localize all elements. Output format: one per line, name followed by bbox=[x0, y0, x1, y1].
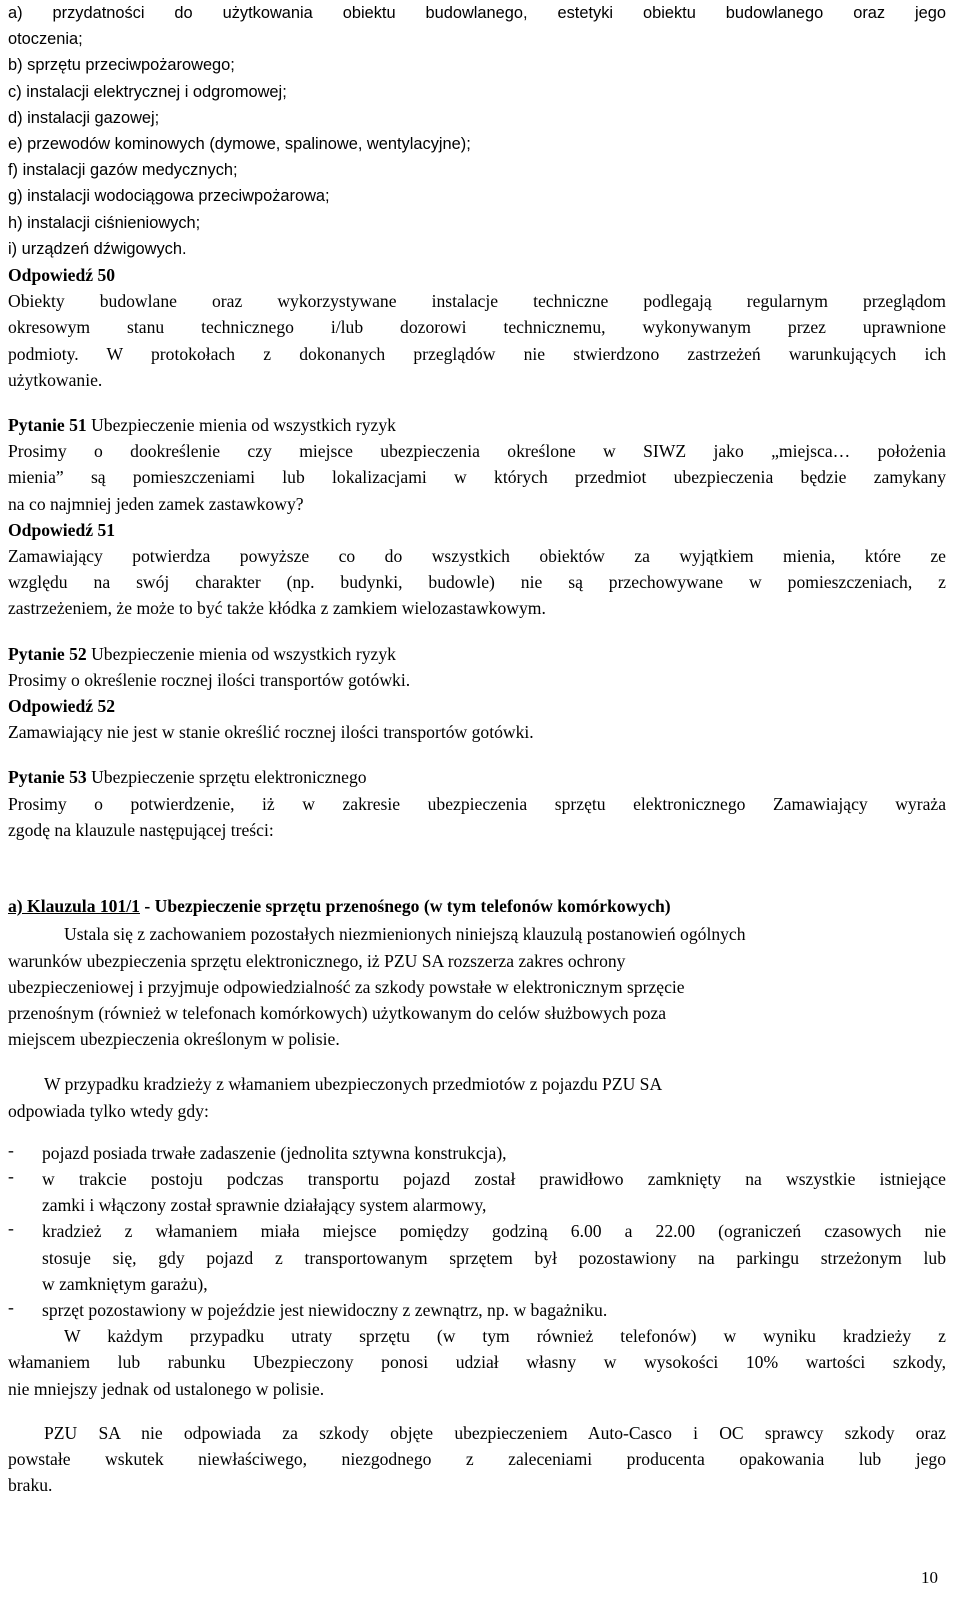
clause bbox=[8, 893, 946, 1498]
bullet-dash: - bbox=[8, 1165, 14, 1186]
question-line: Prosimy o dookreślenie czy miejsce ubezpieczenia określone w SIWZ jako „miejsca… położenia bbox=[8, 441, 946, 462]
paragraph-line: odpowiada tylko wtedy gdy: bbox=[8, 1100, 209, 1121]
bullet-line: w trakcie postoju podczas transportu pojazd został prawidłowo zamknięty na wszystkie istniejące bbox=[42, 1168, 946, 1189]
answer-line: podmioty. W protokołach z dokonanych przeglądów nie stwierdzono zastrzeżeń warunkujących ich bbox=[8, 343, 946, 364]
bullet-line: zamki i włączony został sprawnie działający system alarmowy, bbox=[42, 1195, 487, 1216]
answer-line: użytkowanie. bbox=[8, 369, 103, 390]
answer-50 bbox=[8, 262, 946, 393]
document-page bbox=[8, 0, 946, 1498]
bullet-line: sprzęt pozostawiony w pojeździe jest niewidoczny z zewnątrz, np. w bagażniku. bbox=[42, 1299, 608, 1320]
bullet-line: kradzież z włamaniem miała miejsce pomiędzy godziną 6.00 a 22.00 (ograniczeń czasowych nie bbox=[42, 1221, 946, 1242]
paragraph-line: włamaniem lub rabunku Ubezpieczony ponosi udział własny w wysokości 10% wartości szkody, bbox=[8, 1352, 946, 1373]
paragraph-line: braku. bbox=[8, 1475, 53, 1496]
paragraph-line: miejscem ubezpieczenia określonym w polisie. bbox=[8, 1029, 340, 1050]
list-item: g) instalacji wodociągowa przeciwpożarowa; bbox=[8, 187, 330, 206]
paragraph-line: Ustala się z zachowaniem pozostałych niezmienionych niniejszą klauzulą postanowień ogólnych bbox=[64, 924, 746, 945]
paragraph-line: ubezpieczeniowej i przyjmuje odpowiedzialność za szkody powstałe w elektronicznym sprzęcie bbox=[8, 976, 685, 997]
question-heading bbox=[8, 641, 946, 667]
clause-title-text: - Ubezpieczenie sprzętu przenośnego (w tym telefonów komórkowych) bbox=[139, 896, 671, 917]
question-topic: Ubezpieczenie mienia od wszystkich ryzyk bbox=[86, 643, 396, 664]
list-item: i) urządzeń dźwigowych. bbox=[8, 239, 187, 258]
answer-line: względu na swój charakter (np. budynki, budowle) nie są przechowywane w pomieszczeniach, z bbox=[8, 572, 946, 593]
question-line: mienia” są pomieszczeniami lub lokalizacjami w których przedmiot ubezpieczenia będzie zamykany bbox=[8, 467, 946, 488]
paragraph-line: przenośnym (również w telefonach komórkowych) użytkowanym do celów służbowych poza bbox=[8, 1002, 667, 1023]
question-heading bbox=[8, 764, 946, 790]
answer-heading: Odpowiedź 51 bbox=[8, 519, 116, 540]
paragraph-line: PZU SA nie odpowiada za szkody objęte ubezpieczeniem Auto-Casco i OC sprawcy szkody oraz bbox=[44, 1422, 946, 1443]
bullet-dash: - bbox=[8, 1139, 14, 1160]
bullet-dash: - bbox=[8, 1218, 14, 1239]
clause-paragraph-2 bbox=[8, 1071, 946, 1123]
question-label: Pytanie 52 bbox=[8, 643, 87, 664]
clause-paragraph-4 bbox=[8, 1420, 946, 1499]
list-item: c) instalacji elektrycznej i odgromowej; bbox=[8, 82, 287, 101]
question-53 bbox=[8, 764, 946, 843]
answer-line: okresowym stanu technicznego i/lub dozorowi technicznemu, wykonywanym przez uprawnione bbox=[8, 317, 946, 338]
clause-title bbox=[8, 893, 946, 919]
question-label: Pytanie 53 bbox=[8, 767, 87, 788]
question-topic: Ubezpieczenie mienia od wszystkich ryzyk bbox=[86, 415, 396, 436]
answer-heading: Odpowiedź 52 bbox=[8, 696, 116, 717]
list-item: a) przydatności do użytkowania obiektu budowlanego, estetyki obiektu budowlanego oraz jego bbox=[8, 4, 946, 22]
question-line: Prosimy o potwierdzenie, iż w zakresie ubezpieczenia sprzętu elektronicznego Zamawiający wyraża bbox=[8, 793, 946, 814]
question-line: Prosimy o określenie rocznej ilości transportów gotówki. bbox=[8, 669, 411, 690]
list-item bbox=[8, 1166, 946, 1218]
intro-list bbox=[8, 0, 946, 262]
list-item bbox=[8, 1297, 946, 1323]
bullet-line: w zamkniętym garażu), bbox=[42, 1273, 208, 1294]
list-item: otoczenia; bbox=[8, 30, 83, 49]
list-item: f) instalacji gazów medycznych; bbox=[8, 161, 238, 180]
answer-heading: Odpowiedź 50 bbox=[8, 265, 116, 286]
answer-line: Zamawiający nie jest w stanie określić rocznej ilości transportów gotówki. bbox=[8, 722, 534, 743]
clause-paragraph-3 bbox=[8, 1323, 946, 1402]
paragraph-line: warunków ubezpieczenia sprzętu elektronicznego, iż PZU SA rozszerza zakres ochrony bbox=[8, 950, 626, 971]
paragraph-line: nie mniejszy jednak od ustalonego w polisie. bbox=[8, 1378, 325, 1399]
clause-title-number: a) Klauzula 101/1 bbox=[8, 896, 140, 917]
list-item bbox=[8, 1140, 946, 1166]
answer-line: Zamawiający potwierdza powyższe co do wszystkich obiektów za wyjątkiem mienia, które ze bbox=[8, 546, 946, 567]
page-number: 10 bbox=[921, 1568, 938, 1587]
bullet-line: stosuje się, gdy pojazd z transportowanym sprzętem był pozostawiony na parkingu strzeżonym lub bbox=[42, 1247, 946, 1268]
bullet-dash: - bbox=[8, 1296, 14, 1317]
paragraph-line: W każdym przypadku utraty sprzętu (w tym również telefonów) w wyniku kradzieży z bbox=[64, 1326, 946, 1347]
clause-paragraph-1 bbox=[8, 921, 946, 1052]
paragraph-line: powstałe wskutek niewłaściwego, niezgodnego z zaleceniami producenta opakowania lub jego bbox=[8, 1448, 946, 1469]
question-topic: Ubezpieczenie sprzętu elektronicznego bbox=[86, 767, 367, 788]
list-item: b) sprzętu przeciwpożarowego; bbox=[8, 56, 235, 75]
list-item: e) przewodów kominowych (dymowe, spalinowe, wentylacyjne); bbox=[8, 135, 471, 154]
question-heading bbox=[8, 412, 946, 438]
question-51 bbox=[8, 412, 946, 622]
paragraph-line: W przypadku kradzieży z włamaniem ubezpieczonych przedmiotów z pojazdu PZU SA bbox=[44, 1074, 663, 1095]
question-line: zgodę na klauzule następującej treści: bbox=[8, 819, 274, 840]
clause-conditions bbox=[8, 1140, 946, 1323]
question-52 bbox=[8, 641, 946, 746]
list-item bbox=[8, 1218, 946, 1297]
question-label: Pytanie 51 bbox=[8, 415, 87, 436]
list-item: d) instalacji gazowej; bbox=[8, 108, 160, 127]
bullet-line: pojazd posiada trwałe zadaszenie (jednolita sztywna konstrukcja), bbox=[42, 1142, 507, 1163]
question-line: na co najmniej jeden zamek zastawkowy? bbox=[8, 493, 304, 514]
answer-line: zastrzeżeniem, że może to być także kłódka z zamkiem wielozastawkowym. bbox=[8, 598, 546, 619]
list-item: h) instalacji ciśnieniowych; bbox=[8, 213, 201, 232]
answer-line: Obiekty budowlane oraz wykorzystywane instalacje techniczne podlegają regularnym przeglądom bbox=[8, 291, 946, 312]
